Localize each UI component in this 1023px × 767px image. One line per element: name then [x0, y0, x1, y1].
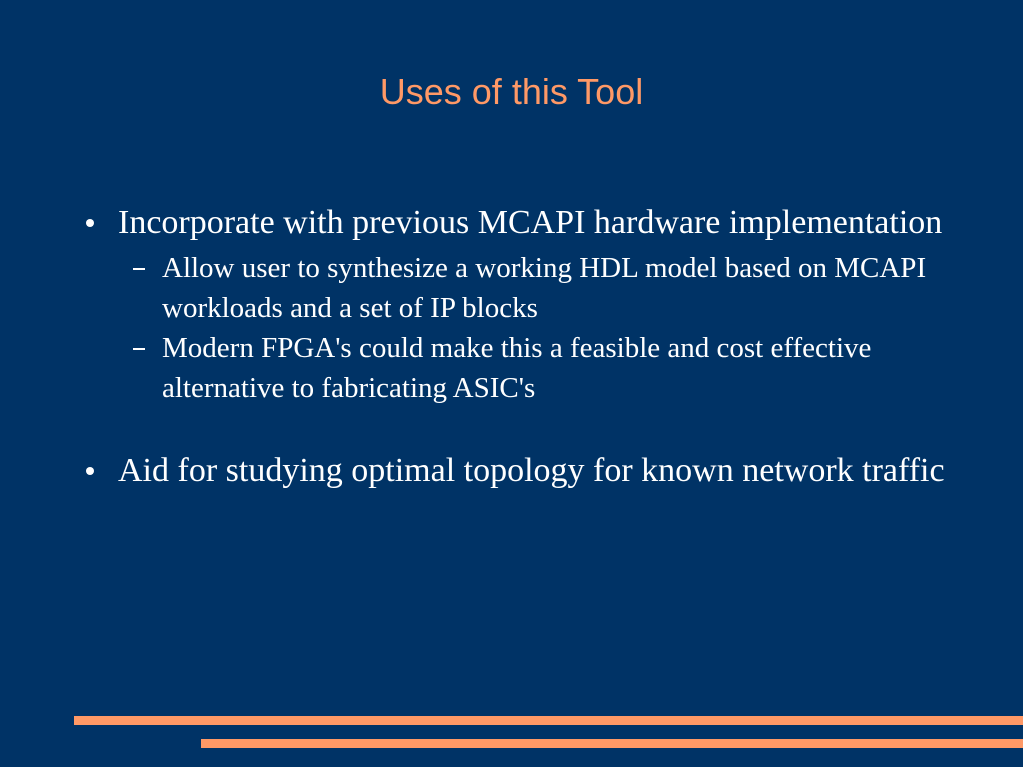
bullet-item: [86, 448, 986, 494]
bullet-text: Aid for studying optimal topology for known network traffic: [118, 452, 945, 489]
slide-content: [86, 200, 986, 494]
bullet-dot-icon: [86, 219, 94, 227]
bullet-text: Incorporate with previous MCAPI hardware implementation: [118, 204, 943, 241]
sub-bullet-list: [86, 248, 986, 408]
dash-icon: [133, 348, 145, 350]
sub-bullet-text: Modern FPGA's could make this a feasible and cost effective alternative to fabricating ASIC's: [162, 332, 872, 404]
bullet-item: [86, 200, 986, 246]
slide-title: Uses of this Tool: [379, 71, 644, 112]
bullet-dot-icon: [86, 467, 94, 475]
spacer: [86, 408, 986, 448]
sub-bullet-item: [86, 248, 986, 328]
sub-bullet-item: [86, 328, 986, 408]
sub-bullet-text: Allow user to synthesize a working HDL model based on MCAPI workloads and a set of IP blocks: [162, 252, 927, 324]
decorative-bar-top: [74, 716, 1023, 725]
decorative-bar-bottom: [201, 739, 1023, 748]
dash-icon: [133, 268, 145, 270]
